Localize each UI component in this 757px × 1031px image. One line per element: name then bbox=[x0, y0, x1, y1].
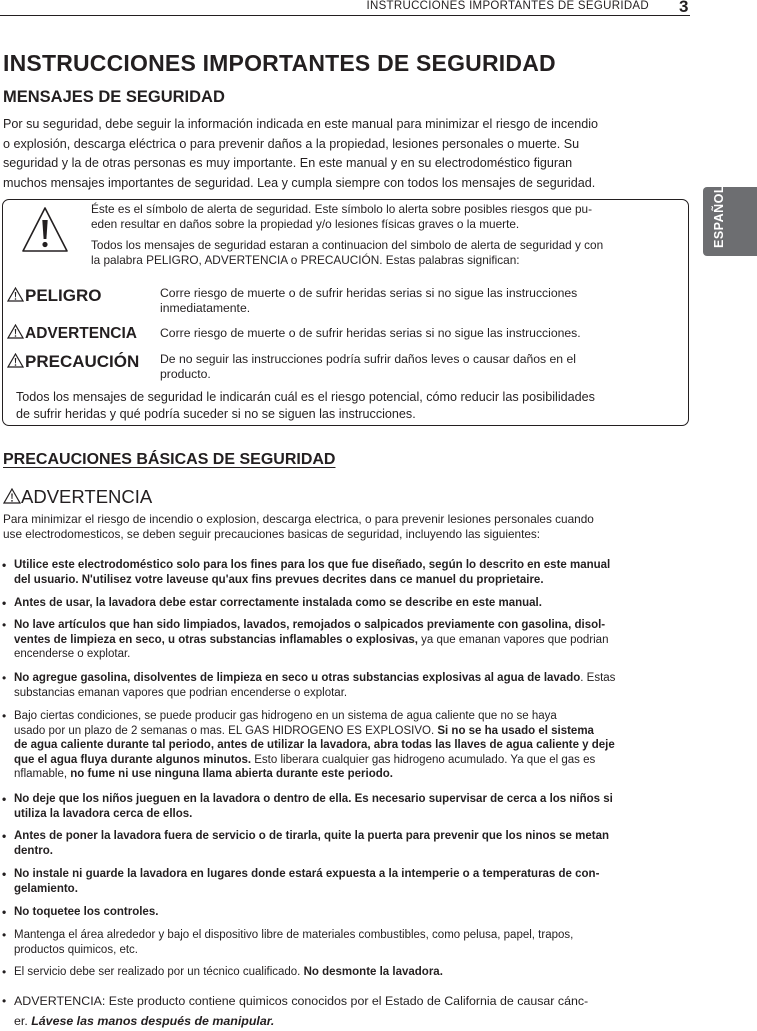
list-item-line: • Antes de poner la lavadora fuera de servicio o de tirarla, quite la puerta para prevenir que los ninos se metan bbox=[14, 830, 609, 842]
list-item bbox=[14, 671, 686, 700]
list-item-line: utiliza la lavadora cerca de ellos. bbox=[14, 807, 193, 820]
list-item-line: • No lave artículos que han sido limpiados, lavados, remojados o salpicados previamente con gasolina, disol- bbox=[14, 619, 606, 631]
intro-line: seguridad y la de otras personas es muy importante. En este manual y en su electrodoméstico figuran bbox=[3, 156, 573, 171]
list-item bbox=[14, 991, 686, 1031]
list-item-line: substancias emanan vapores que podrian encenderse o explotar. bbox=[14, 686, 348, 699]
signal-desc-line: producto. bbox=[160, 367, 211, 381]
list-item-line bbox=[14, 1011, 686, 1031]
list-item-line: dentro. bbox=[14, 844, 53, 857]
warning-label: ADVERTENCIA bbox=[21, 486, 153, 507]
normal-text: El servicio debe ser realizado por un técnico cualificado. bbox=[14, 966, 304, 978]
box-line: Éste es el símbolo de alerta de seguridad. Este símbolo lo alerta sobre posibles riesgos que pu- bbox=[91, 202, 592, 216]
list-item-line bbox=[14, 965, 686, 980]
bold-text: no fume ni use ninguna llama abierta durante este periodo. bbox=[70, 768, 393, 781]
list-item-line: • Antes de usar, la lavadora debe estar correctamente instalada como se describe en este manual. bbox=[14, 597, 542, 609]
list-item bbox=[14, 596, 686, 611]
signal-word-precaucion bbox=[7, 352, 139, 372]
list-item-line: gelamiento. bbox=[14, 882, 78, 895]
signal-word-advertencia bbox=[7, 324, 137, 343]
alert-triangle-icon bbox=[7, 324, 24, 339]
intro-line: Por su seguridad, debe seguir la información indicada en este manual para minimizar el riesgo de incendio bbox=[3, 117, 599, 131]
normal-text: nflamable, bbox=[14, 768, 71, 781]
page-title: INSTRUCCIONES IMPORTANTES DE SEGURIDAD bbox=[3, 50, 556, 76]
signal-desc-line: Corre riesgo de muerte o de sufrir heridas serias si no sigue las instrucciones. bbox=[160, 326, 581, 340]
language-tab bbox=[703, 187, 757, 256]
safety-message-box bbox=[2, 199, 689, 426]
normal-text: ya que emanan vapores que podrian bbox=[417, 633, 609, 646]
list-item-line: • Utilice este electrodoméstico solo para los fines para los que fue diseñado, según lo descrito en este manual bbox=[14, 559, 611, 571]
alert-triangle-icon bbox=[7, 287, 24, 302]
page-number: 3 bbox=[679, 0, 689, 16]
normal-text: Esto liberara cualquier gas hidrogeno acumulado. Ya que el gas es bbox=[251, 753, 596, 766]
list-item bbox=[14, 709, 686, 782]
list-item bbox=[14, 928, 686, 957]
list-item-line bbox=[14, 753, 686, 768]
header-rule bbox=[0, 15, 690, 16]
list-item-line: • No deje que los niños jueguen en la lavadora o dentro de ella. Es necesario supervisar de cerca a los niños si bbox=[14, 793, 613, 805]
alert-triangle-icon bbox=[7, 353, 24, 368]
basic-precautions-title: PRECAUCIONES BÁSICAS DE SEGURIDAD bbox=[3, 451, 336, 468]
safety-alert-icon bbox=[20, 205, 70, 255]
warning-heading bbox=[3, 486, 152, 508]
bold-text: No desmonte la lavadora. bbox=[303, 966, 443, 978]
box-line: eden resultar en daños sobre la propiedad y/o lesiones físicas graves o la muerte. bbox=[91, 217, 520, 231]
list-item bbox=[14, 867, 686, 896]
bold-text: ventes de limpieza en seco, u otras substancias inflamables o explosivas, bbox=[14, 633, 418, 646]
warning-intro-line: Para minimizar el riesgo de incendio o explosion, descarga electrica, o para prevenir lesiones personales cuando bbox=[3, 512, 594, 526]
normal-text: usado por un plazo de 2 semanas o mas. EL GAS HIDROGENO ES EXPLOSIVO. bbox=[14, 724, 438, 737]
list-item-line bbox=[14, 724, 686, 739]
warning-intro bbox=[3, 512, 594, 541]
list-item bbox=[14, 965, 686, 980]
signal-desc-advertencia bbox=[160, 326, 581, 341]
list-item bbox=[14, 792, 686, 821]
warning-label-text: ADVERTENCIA: bbox=[14, 994, 106, 1008]
box-footer-text bbox=[16, 389, 595, 423]
list-item bbox=[14, 618, 686, 662]
alert-triangle-icon bbox=[3, 488, 21, 504]
list-item-line bbox=[14, 671, 686, 686]
box-footer-line: de sufrir heridas y qué podría suceder si no se siguen las instrucciones. bbox=[16, 407, 416, 421]
signal-desc-peligro bbox=[160, 286, 577, 316]
safety-messages-title: MENSAJES DE SEGURIDAD bbox=[3, 88, 225, 106]
list-item bbox=[14, 829, 686, 858]
list-item-line bbox=[14, 991, 686, 1011]
intro-line: muchos mensajes importantes de seguridad. Lea y cumpla siempre con todos los mensajes de seguridad. bbox=[3, 176, 596, 191]
box-line: Todos los mensajes de seguridad estaran a continuacion del simbolo de alerta de seguridad y con bbox=[91, 238, 604, 252]
signal-desc-line: inmediatamente. bbox=[160, 301, 251, 315]
list-item-line: de agua caliente durante tal periodo, antes de utilizar la lavadora, abra todas las llaves de agua caliente y deje bbox=[14, 739, 615, 752]
list-item-line: productos quimicos, etc. bbox=[14, 943, 139, 956]
warning-intro-line: use electrodomesticos, se deben seguir precauciones basicas de seguridad, incluyendo las siguientes: bbox=[3, 526, 541, 541]
alert-symbol-description bbox=[91, 202, 592, 232]
box-line: la palabra PELIGRO, ADVERTENCIA o PRECAUCIÓN. Estas palabras significan: bbox=[91, 253, 520, 267]
normal-text: . Estas bbox=[580, 672, 616, 684]
bold-text: Si no se ha usado el sistema bbox=[437, 724, 594, 737]
signal-desc-precaucion bbox=[160, 352, 576, 382]
list-item-line: • No toquetee los controles. bbox=[14, 906, 159, 918]
list-item bbox=[14, 558, 686, 587]
bold-text: No agregue gasolina, disolventes de limpieza en seco u otras substancias explosivas al agua de lavado bbox=[14, 672, 581, 684]
list-item-line: • Mantenga el área alrededor y bajo el dispositivo libre de materiales combustibles, como pelusa, papel, trapos, bbox=[14, 929, 574, 941]
signal-word-peligro bbox=[7, 286, 102, 306]
list-item bbox=[14, 905, 686, 920]
signal-desc-line: Corre riesgo de muerte o de sufrir heridas serias si no sigue las instrucciones bbox=[160, 286, 578, 300]
normal-text: er. bbox=[14, 1014, 32, 1028]
list-item-line: del usuario. N'utilisez votre laveuse qu'aux fins prevues decrites dans ce manuel du proprietaire. bbox=[14, 573, 544, 586]
signal-desc-line: De no seguir las instrucciones podría sufrir daños leves o causar daños en el bbox=[160, 352, 576, 366]
safety-intro bbox=[3, 115, 693, 194]
bold-italic-text: Lávese las manos después de manipular. bbox=[31, 1014, 275, 1028]
signal-word-text: PRECAUCIÓN bbox=[25, 352, 140, 371]
list-item-line: • Bajo ciertas condiciones, se puede producir gas hidrogeno en un sistema de agua caliente que no se haya bbox=[14, 710, 557, 722]
running-header: INSTRUCCIONES IMPORTANTES DE SEGURIDAD bbox=[366, 0, 649, 12]
intro-line: o explosión, descarga eléctrica o para prevenir daños a la propiedad, lesiones personales o muerte. Su bbox=[3, 136, 580, 151]
box-footer-line: Todos los mensajes de seguridad le indicarán cuál es el riesgo potencial, cómo reducir las posibilidades bbox=[16, 390, 595, 404]
normal-text: Este producto contiene quimicos conocidos por el Estado de California de causar cánc- bbox=[105, 994, 589, 1008]
bold-text: que el agua fluya durante algunos minutos. bbox=[14, 753, 252, 766]
list-item-line bbox=[14, 767, 686, 782]
signal-words-description bbox=[91, 238, 603, 268]
signal-word-text: ADVERTENCIA bbox=[25, 325, 137, 342]
list-item-line: encenderse o explotar. bbox=[14, 648, 131, 661]
list-item-line: • No instale ni guarde la lavadora en lugares donde estará expuesta a la intemperie o a temperaturas de con- bbox=[14, 868, 600, 880]
list-item-line bbox=[14, 633, 686, 648]
signal-word-text: PELIGRO bbox=[25, 286, 102, 305]
language-tab-label: ESPAÑOL bbox=[712, 185, 726, 248]
